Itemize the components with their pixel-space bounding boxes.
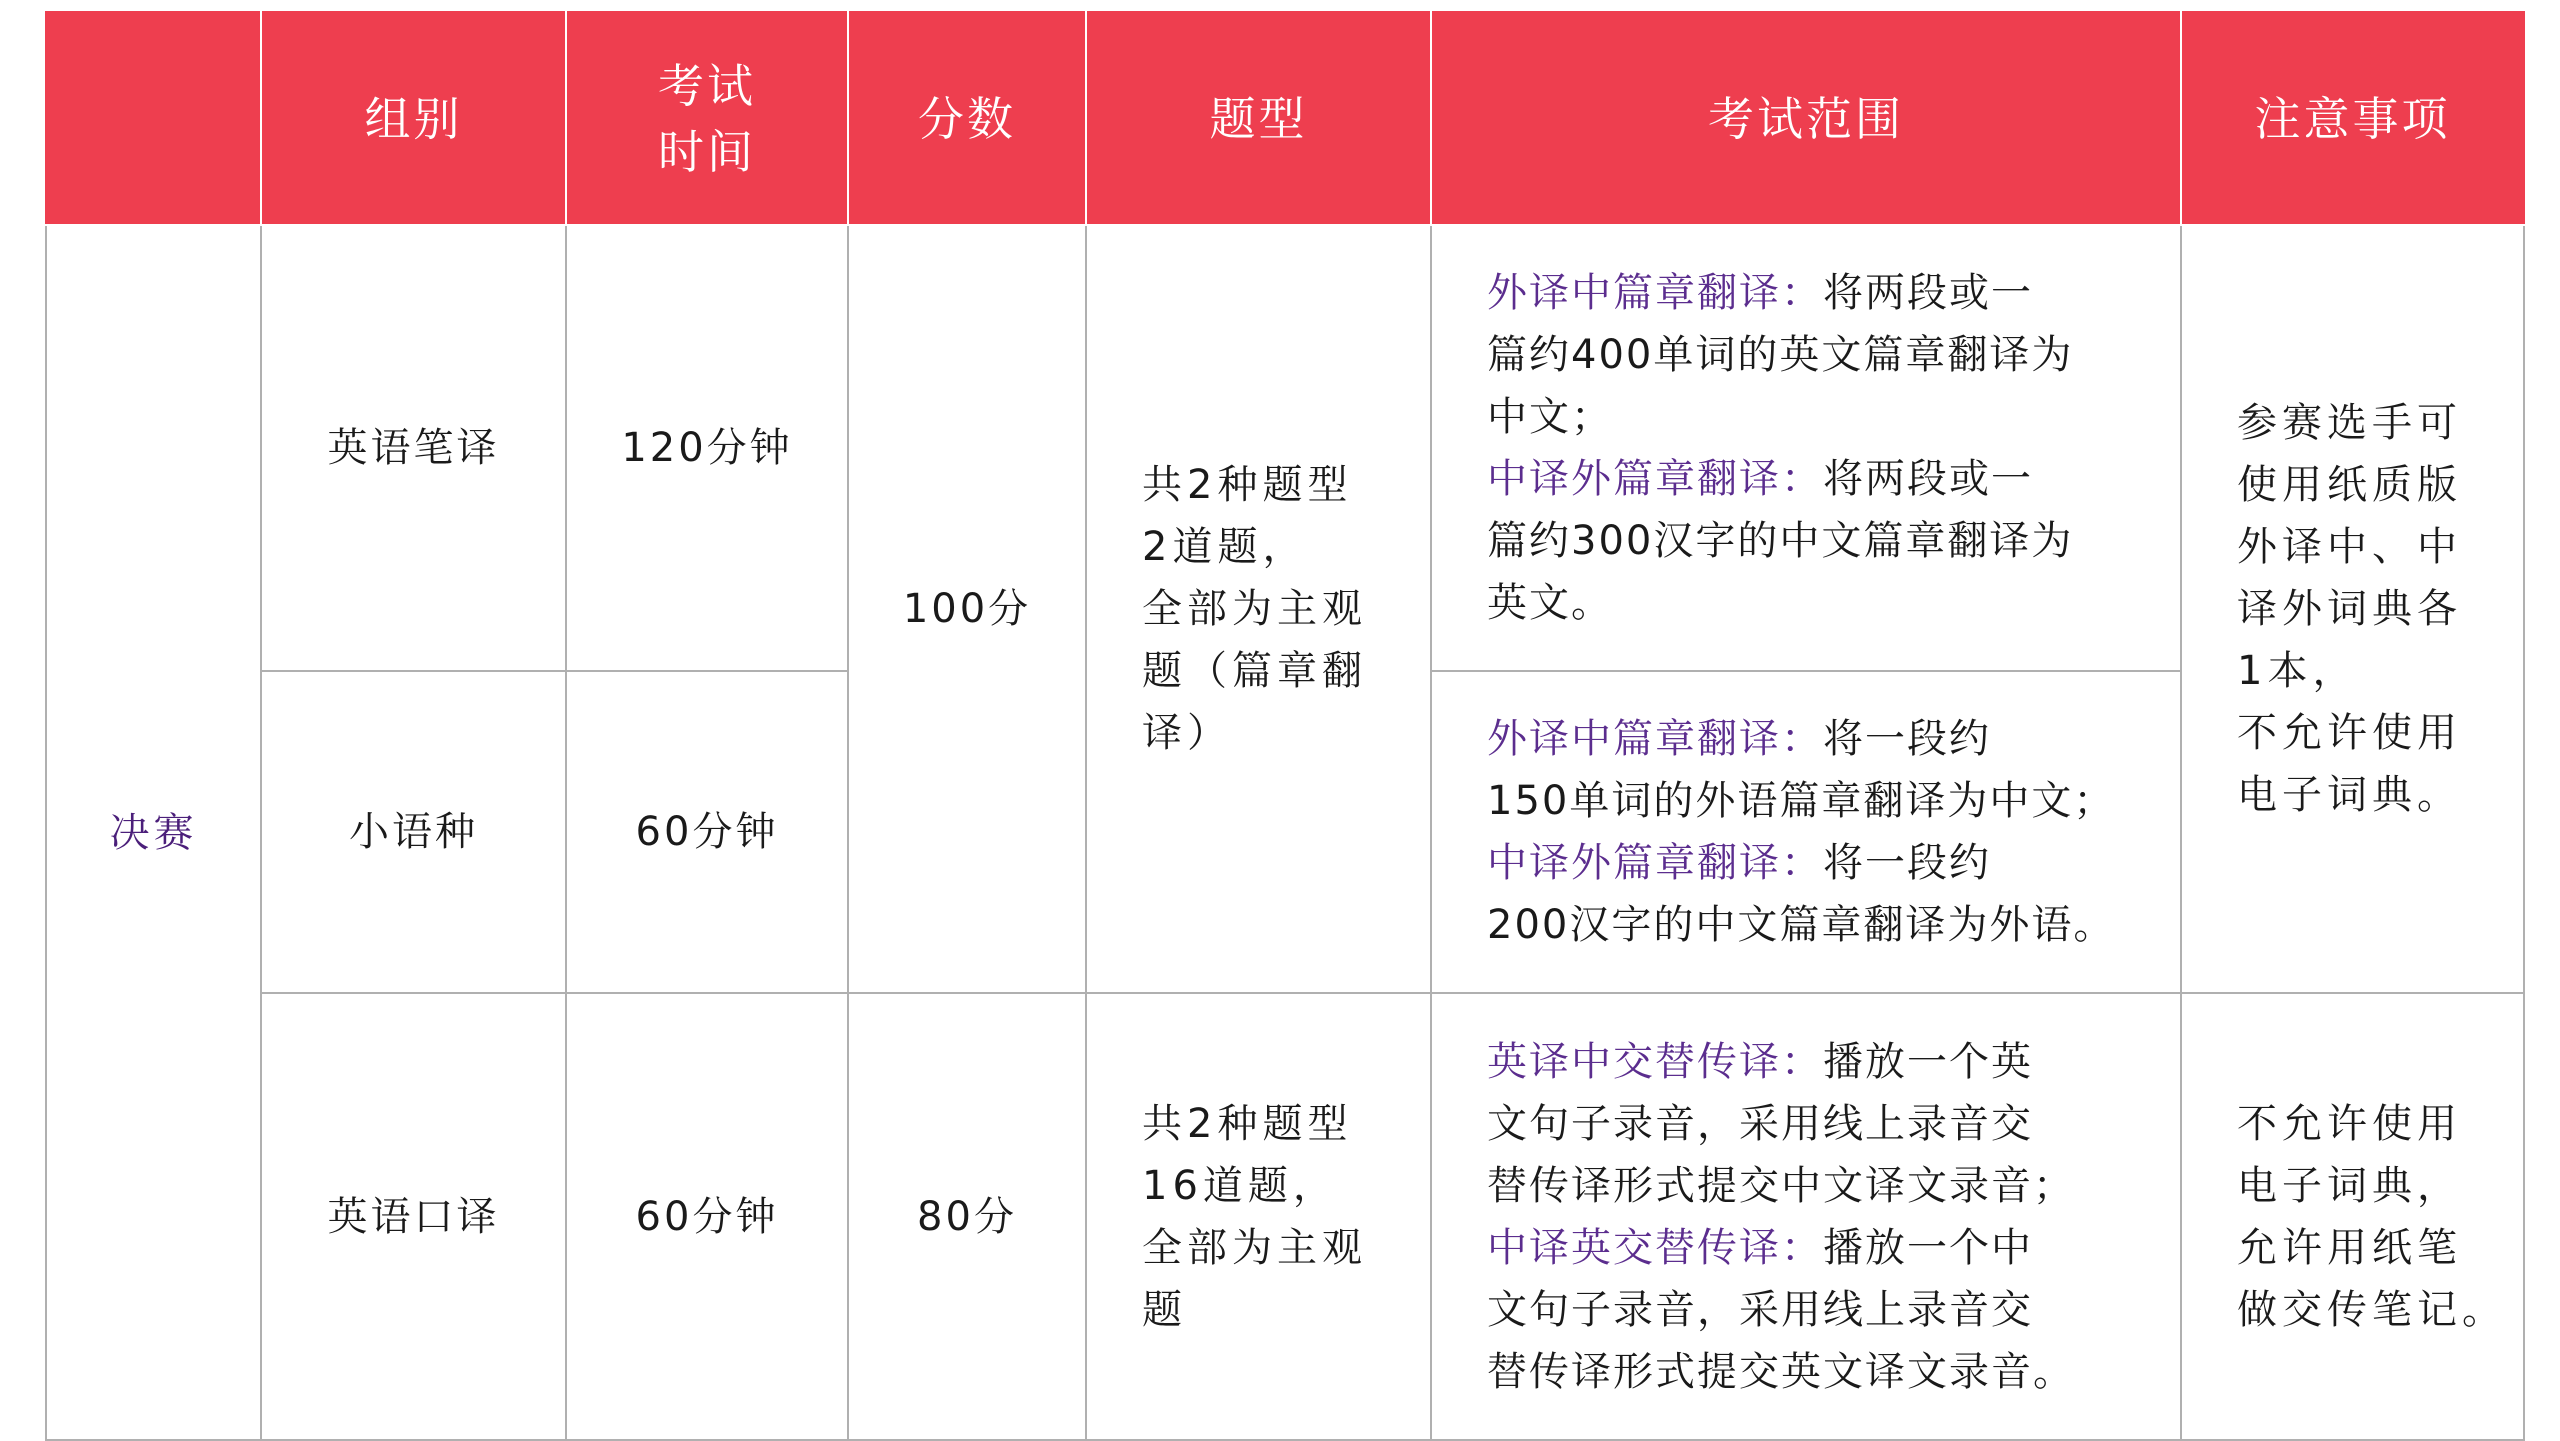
scope-text: 将一段约 xyxy=(1823,840,1991,886)
scope-label: 中译外篇章翻译： xyxy=(1487,456,1823,502)
text-line: 做交传笔记。 xyxy=(2237,1286,2507,1333)
table-row-english-oral xyxy=(46,993,2524,1440)
header-stage xyxy=(46,12,261,225)
group-cell: 小语种 xyxy=(261,671,566,993)
scope-text: 英文。 xyxy=(1487,580,1613,626)
scope-label: 英译中交替传译： xyxy=(1487,1038,1823,1085)
header-question-type: 题型 xyxy=(1086,12,1431,225)
scope-line xyxy=(1487,1031,2160,1093)
score-cell: 100分 xyxy=(848,225,1086,993)
stage-cell: 决赛 xyxy=(46,225,261,1440)
text-line: 使用纸质版 xyxy=(2237,462,2462,508)
scope-text: 200汉字的中文篇章翻译为外语。 xyxy=(1487,902,2116,948)
scope-text: 篇约400单词的英文篇章翻译为 xyxy=(1487,332,2074,378)
duration-cell: 60分钟 xyxy=(566,671,848,993)
header-group: 组别 xyxy=(261,12,566,225)
text-line: 参赛选手可 xyxy=(2237,400,2462,446)
duration-cell: 120分钟 xyxy=(566,225,848,671)
duration-cell: 60分钟 xyxy=(566,993,848,1440)
text-line: 不允许使用 xyxy=(2237,1100,2462,1147)
scope-line xyxy=(1487,1155,2160,1217)
header-duration: 考试 时间 xyxy=(566,12,848,225)
scope-text: 150单词的外语篇章翻译为中文； xyxy=(1487,778,2116,824)
notes-cell xyxy=(2181,225,2524,993)
scope-cell xyxy=(1431,993,2181,1440)
score-cell: 80分 xyxy=(848,993,1086,1440)
text-line: 2道题， xyxy=(1142,524,1308,570)
scope-line xyxy=(1487,262,2160,324)
text-line: 电子词典， xyxy=(2237,1162,2462,1209)
header-score: 分数 xyxy=(848,12,1086,225)
scope-line xyxy=(1487,510,2160,572)
scope-text: 中文； xyxy=(1487,394,1613,440)
text-line: 全部为主观 xyxy=(1142,586,1367,632)
header-row xyxy=(46,12,2524,225)
scope-line xyxy=(1487,1279,2160,1341)
text-line: 16道题， xyxy=(1142,1162,1338,1209)
scope-line xyxy=(1487,770,2160,832)
text-line: 共2种题型 xyxy=(1142,462,1353,508)
scope-line xyxy=(1487,832,2160,894)
text-line: 1本， xyxy=(2237,648,2358,694)
notes-cell xyxy=(2181,993,2524,1440)
group-cell: 英语笔译 xyxy=(261,225,566,671)
group-cell: 英语口译 xyxy=(261,993,566,1440)
text-line: 不允许使用 xyxy=(2237,710,2462,756)
text-line: 译外词典各 xyxy=(2237,586,2462,632)
scope-line xyxy=(1487,708,2160,770)
text-line: 外译中、中 xyxy=(2237,524,2462,570)
scope-text: 将两段或一 xyxy=(1823,270,2033,316)
scope-text: 文句子录音，采用线上录音交 xyxy=(1487,1286,2033,1333)
scope-line xyxy=(1487,572,2160,634)
scope-line xyxy=(1487,448,2160,510)
header-scope: 考试范围 xyxy=(1431,12,2181,225)
scope-label: 外译中篇章翻译： xyxy=(1487,716,1823,762)
scope-text: 文句子录音，采用线上录音交 xyxy=(1487,1100,2033,1147)
scope-line xyxy=(1487,894,2160,956)
text-line: 允许用纸笔 xyxy=(2237,1224,2462,1271)
text-line: 共2种题型 xyxy=(1142,1100,1353,1147)
question-type-cell xyxy=(1086,225,1431,993)
scope-label: 中译英交替传译： xyxy=(1487,1224,1823,1271)
text-line: 题（篇章翻 xyxy=(1142,648,1367,694)
scope-line xyxy=(1487,386,2160,448)
scope-label: 中译外篇章翻译： xyxy=(1487,840,1823,886)
scope-text: 篇约300汉字的中文篇章翻译为 xyxy=(1487,518,2074,564)
text-line: 电子词典。 xyxy=(2237,772,2462,818)
question-type-cell xyxy=(1086,993,1431,1440)
scope-text: 将两段或一 xyxy=(1823,456,2033,502)
header-notes: 注意事项 xyxy=(2181,12,2524,225)
exam-schedule-table xyxy=(45,11,2525,1441)
scope-label: 外译中篇章翻译： xyxy=(1487,270,1823,316)
scope-text: 播放一个中 xyxy=(1823,1224,2033,1271)
text-line: 译） xyxy=(1142,710,1232,756)
text-line: 题 xyxy=(1142,1286,1187,1333)
scope-line xyxy=(1487,324,2160,386)
scope-line xyxy=(1487,1093,2160,1155)
scope-text: 将一段约 xyxy=(1823,716,1991,762)
scope-text: 替传译形式提交英文译文录音。 xyxy=(1487,1348,2075,1395)
scope-cell xyxy=(1431,225,2181,671)
scope-cell xyxy=(1431,671,2181,993)
text-line: 全部为主观 xyxy=(1142,1224,1367,1271)
scope-line xyxy=(1487,1217,2160,1279)
scope-text: 替传译形式提交中文译文录音； xyxy=(1487,1162,2075,1209)
scope-line xyxy=(1487,1341,2160,1403)
table-row-english-written xyxy=(46,225,2524,671)
scope-text: 播放一个英 xyxy=(1823,1038,2033,1085)
